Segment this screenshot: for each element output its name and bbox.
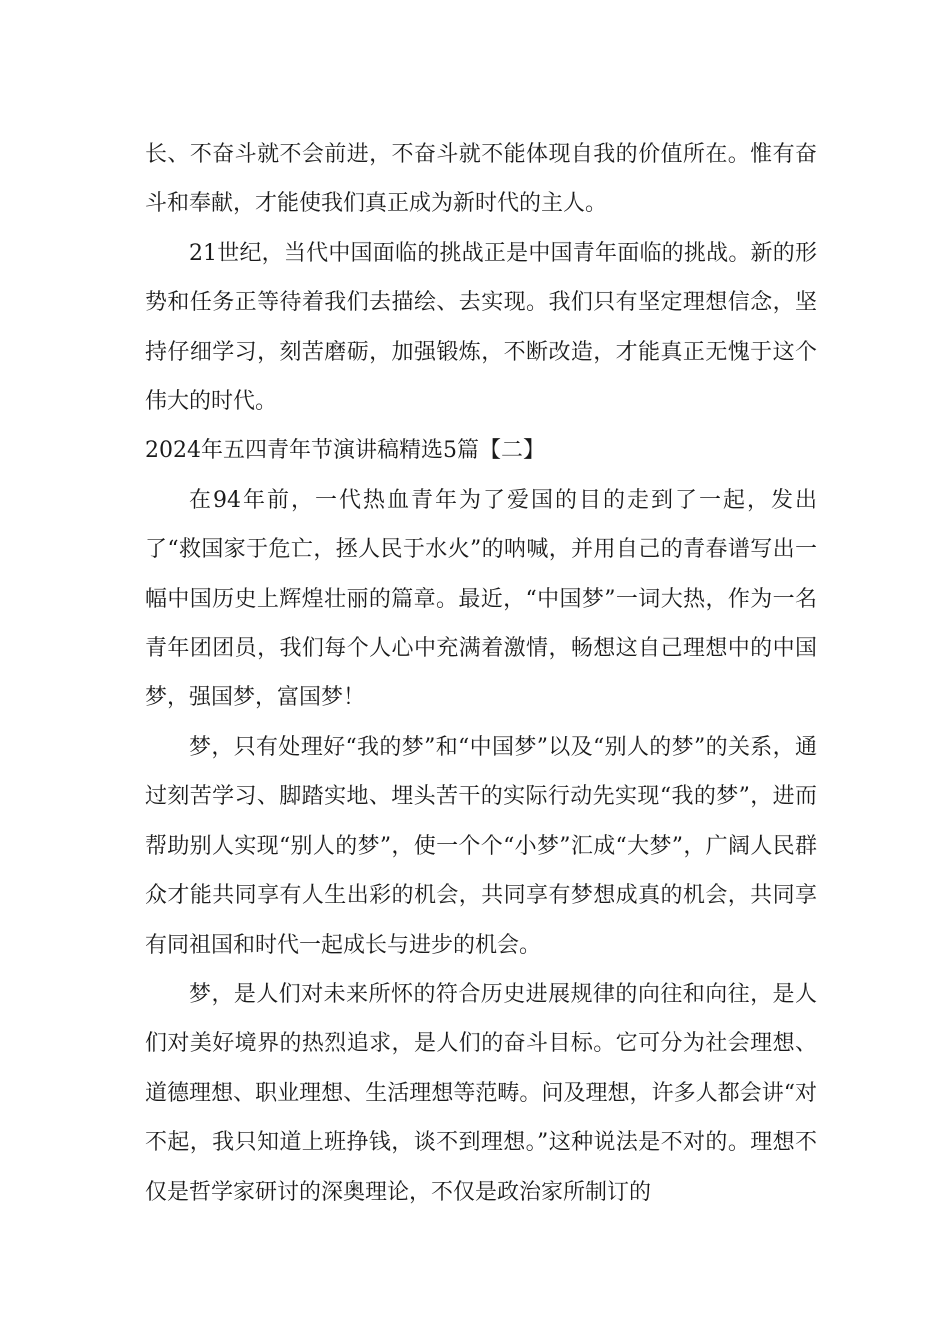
section-heading: 2024年五四青年节演讲稿精选5篇【二】 xyxy=(145,438,545,464)
paragraph: 在94年前，一代热血青年为了爱国的目的走到了一起，发出了“救国家于危亡，拯人民于水火”的呐喊，并用自己的青春谱写出一幅中国历史上辉煌壮丽的篇章。最近，“中国梦”一词大热，作为一名青年团团员，我们每个人心中充满着激情，畅想这自己理想中的中国梦，强国梦，富国梦！ xyxy=(145,487,817,711)
paragraph: 梦，只有处理好“我的梦”和“中国梦”以及“别人的梦”的关系，通过刻苦学习、脚踏实地、埋头苦干的实际行动先实现“我的梦”，进而帮助别人实现“别人的梦”，使一个个“小梦”汇成“大梦”，广阔人民群众才能共同享有人生出彩的机会，共同享有梦想成真的机会，共同享有同祖国和时代一起成长与进步的机会。 xyxy=(145,734,817,958)
paragraph: 梦，是人们对未来所怀的符合历史进展规律的向往和向往，是人们对美好境界的热烈追求，是人们的奋斗目标。它可分为社会理想、道德理想、职业理想、生活理想等范畴。问及理想，许多人都会讲“对不起，我只知道上班挣钱，谈不到理想。”这种说法是不对的。理想不仅是哲学家研讨的深奥理论，不仅是政治家所制订的 xyxy=(145,981,817,1205)
document-body xyxy=(145,130,817,1217)
paragraph: 21世纪，当代中国面临的挑战正是中国青年面临的挑战。新的形势和任务正等待着我们去描绘、去实现。我们只有坚定理想信念，坚持仔细学习，刻苦磨砺，加强锻炼，不断改造，才能真正无愧于这个伟大的时代。 xyxy=(145,240,817,415)
paragraph-continuation: 长、不奋斗就不会前进，不奋斗就不能体现自我的价值所在。惟有奋斗和奉献，才能使我们真正成为新时代的主人。 xyxy=(145,142,817,217)
